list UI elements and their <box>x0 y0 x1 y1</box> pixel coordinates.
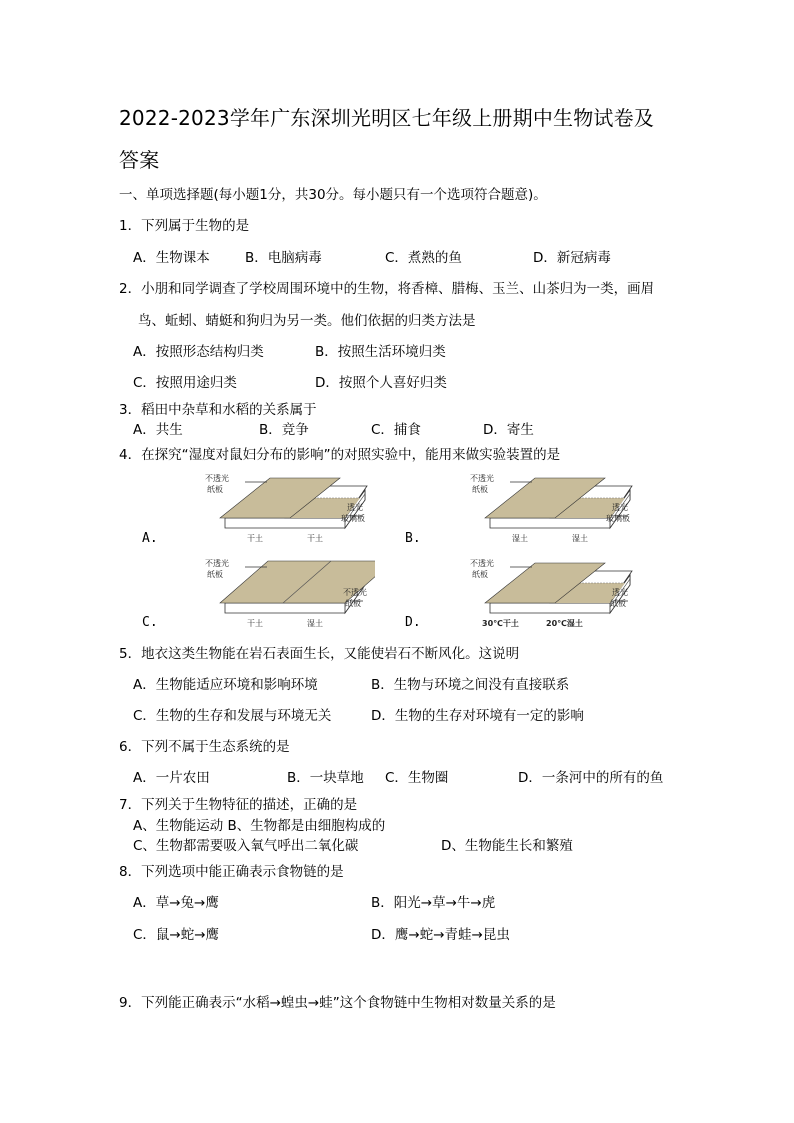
svg-text:不透光: 不透光 <box>343 588 367 597</box>
experiment-box-diagram-icon <box>195 555 375 635</box>
q5-option-c: C．生物的生存和发展与环境无关 <box>133 708 332 724</box>
question-2-stem-line1: 2．小朋和同学调查了学校周围环境中的生物，将香樟、腊梅、玉兰、山茶归为一类，画眉 <box>119 281 655 297</box>
q4-figure-b <box>460 470 640 550</box>
q4-figure-c-letter: C. <box>142 615 158 630</box>
q1-option-a: A．生物课本 <box>133 250 210 266</box>
q8-option-c: C．鼠→蛇→鹰 <box>133 927 220 943</box>
svg-text:不透光: 不透光 <box>205 559 229 568</box>
q5-option-a: A．生物能适应环境和影响环境 <box>133 677 318 693</box>
svg-text:干土: 干土 <box>247 619 263 628</box>
q6-option-c: C．生物圈 <box>385 770 449 786</box>
q6-option-a: A．一片农田 <box>133 770 210 786</box>
q1-option-b: B．电脑病毒 <box>245 250 322 266</box>
q7-options-ab: A、生物能运动 B、生物都是由细胞构成的 <box>133 818 386 834</box>
q7-option-c: C、生物都需要吸入氧气呼出二氧化碳 <box>133 838 359 854</box>
svg-text:玻璃板: 玻璃板 <box>341 514 365 523</box>
svg-text:纸板: 纸板 <box>345 599 361 608</box>
svg-text:20℃湿土: 20℃湿土 <box>546 619 583 628</box>
svg-text:纸板: 纸板 <box>207 485 223 494</box>
q2-option-a: A．按照形态结构归类 <box>133 344 264 360</box>
q2-option-c: C．按照用途归类 <box>133 375 237 391</box>
experiment-box-diagram-icon <box>195 470 375 550</box>
question-5-stem: 5．地衣这类生物能在岩石表面生长，又能使岩石不断风化。这说明 <box>119 646 520 662</box>
q1-option-c: C．煮熟的鱼 <box>385 250 462 266</box>
question-3-stem: 3．稻田中杂草和水稻的关系属于 <box>119 402 317 418</box>
q8-option-d: D．鹰→蛇→青蛙→昆虫 <box>371 927 510 943</box>
q3-option-b: B．竞争 <box>259 422 309 438</box>
svg-text:湿土: 湿土 <box>572 534 588 543</box>
q8-option-a: A．草→兔→鹰 <box>133 895 219 911</box>
svg-text:湿土: 湿土 <box>512 534 528 543</box>
svg-text:玻璃板: 玻璃板 <box>606 514 630 523</box>
q7-option-d: D、生物能生长和繁殖 <box>441 838 573 854</box>
q4-figure-c <box>195 555 375 635</box>
svg-text:不透光: 不透光 <box>205 474 229 483</box>
q6-option-b: B．一块草地 <box>287 770 364 786</box>
q1-option-d: D．新冠病毒 <box>533 250 611 266</box>
q4-figure-d-letter: D. <box>405 615 421 630</box>
svg-text:干土: 干土 <box>247 534 263 543</box>
svg-text:透光: 透光 <box>347 503 363 512</box>
svg-text:透光: 透光 <box>612 503 628 512</box>
svg-text:湿土: 湿土 <box>307 619 323 628</box>
question-9-stem: 9．下列能正确表示“水稻→蝗虫→蛙”这个食物链中生物相对数量关系的是 <box>119 995 556 1011</box>
q3-option-d: D．寄生 <box>483 422 534 438</box>
q3-option-c: C．捕食 <box>371 422 421 438</box>
svg-text:不透光: 不透光 <box>470 474 494 483</box>
question-7-stem: 7．下列关于生物特征的描述，正确的是 <box>119 797 358 813</box>
experiment-box-diagram-icon <box>460 555 640 635</box>
q6-option-d: D．一条河中的所有的鱼 <box>518 770 664 786</box>
question-4-stem: 4．在探究“湿度对鼠妇分布的影响”的对照实验中，能用来做实验装置的是 <box>119 447 561 463</box>
document-title-line2: 答案 <box>119 148 160 172</box>
svg-text:纸板: 纸板 <box>207 570 223 579</box>
q4-figure-a-letter: A. <box>142 531 158 546</box>
svg-text:透光: 透光 <box>612 588 628 597</box>
question-6-stem: 6．下列不属于生态系统的是 <box>119 739 290 755</box>
q5-option-d: D．生物的生存对环境有一定的影响 <box>371 708 584 724</box>
q2-option-d: D．按照个人喜好归类 <box>315 375 447 391</box>
experiment-box-diagram-icon <box>460 470 640 550</box>
svg-text:纸板: 纸板 <box>472 570 488 579</box>
q2-option-b: B．按照生活环境归类 <box>315 344 446 360</box>
section-heading: 一、单项选择题(每小题1分，共30分。每小题只有一个选项符合题意)。 <box>119 187 547 203</box>
q4-figure-a <box>195 470 375 550</box>
svg-text:纸板: 纸板 <box>472 485 488 494</box>
svg-text:不透光: 不透光 <box>470 559 494 568</box>
q5-option-b: B．生物与环境之间没有直接联系 <box>371 677 570 693</box>
q4-figure-d <box>460 555 640 635</box>
question-1-stem: 1．下列属于生物的是 <box>119 218 250 234</box>
svg-text:30℃干土: 30℃干土 <box>482 619 519 628</box>
svg-text:干土: 干土 <box>307 534 323 543</box>
q8-option-b: B．阳光→草→牛→虎 <box>371 895 496 911</box>
question-8-stem: 8．下列选项中能正确表示食物链的是 <box>119 864 344 880</box>
q3-option-a: A．共生 <box>133 422 183 438</box>
q4-figure-b-letter: B. <box>405 531 421 546</box>
document-title-line1: 2022-2023学年广东深圳光明区七年级上册期中生物试卷及 <box>119 106 655 130</box>
svg-text:纸板: 纸板 <box>610 599 626 608</box>
question-2-stem-line2: 鸟、蚯蚓、蜻蜓和狗归为另一类。他们依据的归类方法是 <box>138 313 476 329</box>
